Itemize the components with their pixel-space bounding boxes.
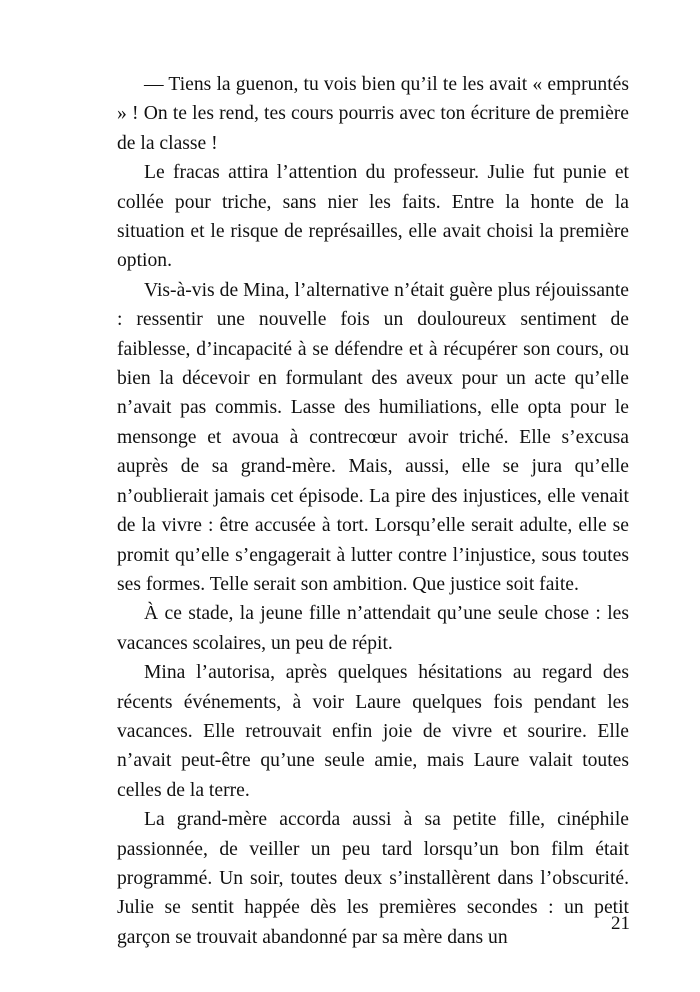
paragraph-vacances: À ce stade, la jeune fille n’attendait qu’une seule chose : les vacances scolaires, un peu de répit.	[117, 603, 629, 654]
body-text	[117, 70, 629, 952]
paragraph-dialogue: — Tiens la guenon, tu vois bien qu’il te les avait « empruntés » ! On te les rend, tes cours pourris avec ton écriture de première de la classe !	[117, 74, 629, 154]
paragraph-mina-alternative: Vis-à-vis de Mina, l’alternative n’était guère plus réjouissante : ressentir une nouvelle fois un douloureux sentiment de faiblesse, d’incapacité à se défendre et à récupérer son cours, ou bien la décevoir en formulant des aveux pour un acte qu’elle n’avait pas commis. Lasse des humiliations, elle opta pour le mensonge et avoua à contrecœur avoir triché. Elle s’excusa auprès de sa grand-mère. Mais, aussi, elle se jura qu’elle n’oublierait jamais cet épisode. La pire des injustices, elle venait de la vivre : être accusée à tort. Lorsqu’elle serait adulte, elle se promit qu’elle s’engagerait à lutter contre l’injustice, sous toutes ses formes. Telle serait son ambition. Que justice soit faite.	[117, 279, 629, 595]
paragraph-professor: Le fracas attira l’attention du professeur. Julie fut punie et collée pour triche, sans nier les faits. Entre la honte de la situation et le risque de représailles, elle avait choisi la première option.	[117, 162, 629, 272]
paragraph-film: La grand-mère accorda aussi à sa petite fille, cinéphile passionnée, de veiller un peu tard lorsqu’un bon film était programmé. Un soir, toutes deux s’installèrent dans l’obscurité. Julie se sentit happée dès les premières secondes : un petit garçon se trouvait abandonné par sa mère dans un	[117, 809, 629, 948]
paragraph-laure: Mina l’autorisa, après quelques hésitations au regard des récents événements, à voir Laure quelques fois pendant les vacances. Elle retrouvait enfin joie de vivre et sourire. Elle n’avait peut-être qu’une seule amie, mais Laure valait toutes celles de la terre.	[117, 662, 629, 801]
page-number: 21	[611, 913, 630, 934]
